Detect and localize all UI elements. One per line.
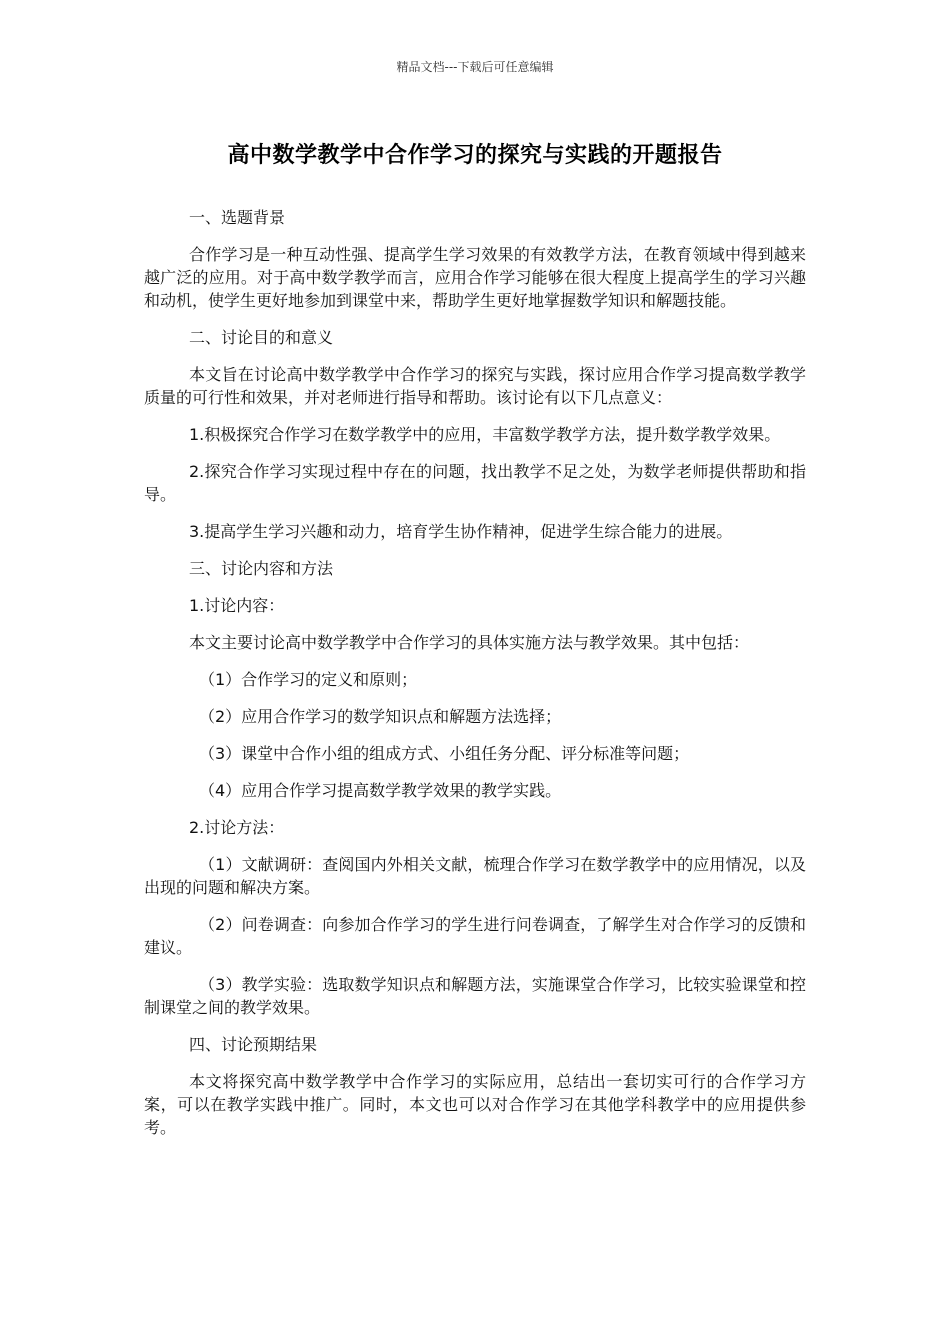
subheading-method: 2.讨论方法： (189, 818, 285, 837)
content-item-4: （4）应用合作学习提高数学教学效果的教学实践。 (199, 781, 562, 800)
paragraph-purpose: 本文旨在讨论高中数学教学中合作学习的探究与实践，探讨应用合作学习提高数学教学质量的可行性和效果，并对老师进行指导和帮助。该讨论有以下几点意义： (144, 365, 806, 407)
section-heading-purpose: 二、讨论目的和意义 (189, 328, 334, 347)
document-body (144, 206, 806, 1153)
section-heading-expected-results: 四、讨论预期结果 (189, 1035, 318, 1054)
subheading-content: 1.讨论内容： (189, 596, 285, 615)
method-item-3: （3）教学实验：选取数学知识点和解题方法，实施课堂合作学习，比较实验课堂和控制课堂之间的教学效果。 (144, 975, 806, 1017)
content-item-1: （1）合作学习的定义和原则； (199, 670, 418, 689)
paragraph-expected-results: 本文将探究高中数学教学中合作学习的实际应用，总结出一套切实可行的合作学习方案，可以在教学实践中推广。同时，本文也可以对合作学习在其他学科教学中的应用提供参考。 (144, 1072, 806, 1137)
purpose-item-2: 2.探究合作学习实现过程中存在的问题，找出教学不足之处，为数学老师提供帮助和指导。 (144, 462, 806, 504)
header-note: 精品文档---下载后可任意编辑 (396, 60, 554, 74)
paragraph-background: 合作学习是一种互动性强、提高学生学习效果的有效教学方法，在教育领域中得到越来越广泛的应用。对于高中数学教学而言，应用合作学习能够在很大程度上提高学生的学习兴趣和动机，使学生更好地参加到课堂中来，帮助学生更好地掌握数学知识和解题技能。 (144, 245, 806, 310)
content-item-3: （3）课堂中合作小组的组成方式、小组任务分配、评分标准等问题； (199, 744, 690, 763)
paragraph-content-intro: 本文主要讨论高中数学教学中合作学习的具体实施方法与教学效果。其中包括： (189, 633, 750, 652)
section-heading-background: 一、选题背景 (189, 208, 286, 227)
section-heading-content-method: 三、讨论内容和方法 (189, 559, 334, 578)
content-item-2: （2）应用合作学习的数学知识点和解题方法选择； (199, 707, 562, 726)
method-item-1: （1）文献调研：查阅国内外相关文献，梳理合作学习在数学教学中的应用情况，以及出现的问题和解决方案。 (144, 855, 806, 897)
document-title: 高中数学教学中合作学习的探究与实践的开题报告 (227, 143, 723, 168)
purpose-item-3: 3.提高学生学习兴趣和动力，培育学生协作精神，促进学生综合能力的进展。 (189, 522, 733, 541)
method-item-2: （2）问卷调查：向参加合作学习的学生进行问卷调查，了解学生对合作学习的反馈和建议。 (144, 915, 806, 957)
purpose-item-1: 1.积极探究合作学习在数学教学中的应用，丰富数学教学方法，提升数学教学效果。 (189, 425, 781, 444)
